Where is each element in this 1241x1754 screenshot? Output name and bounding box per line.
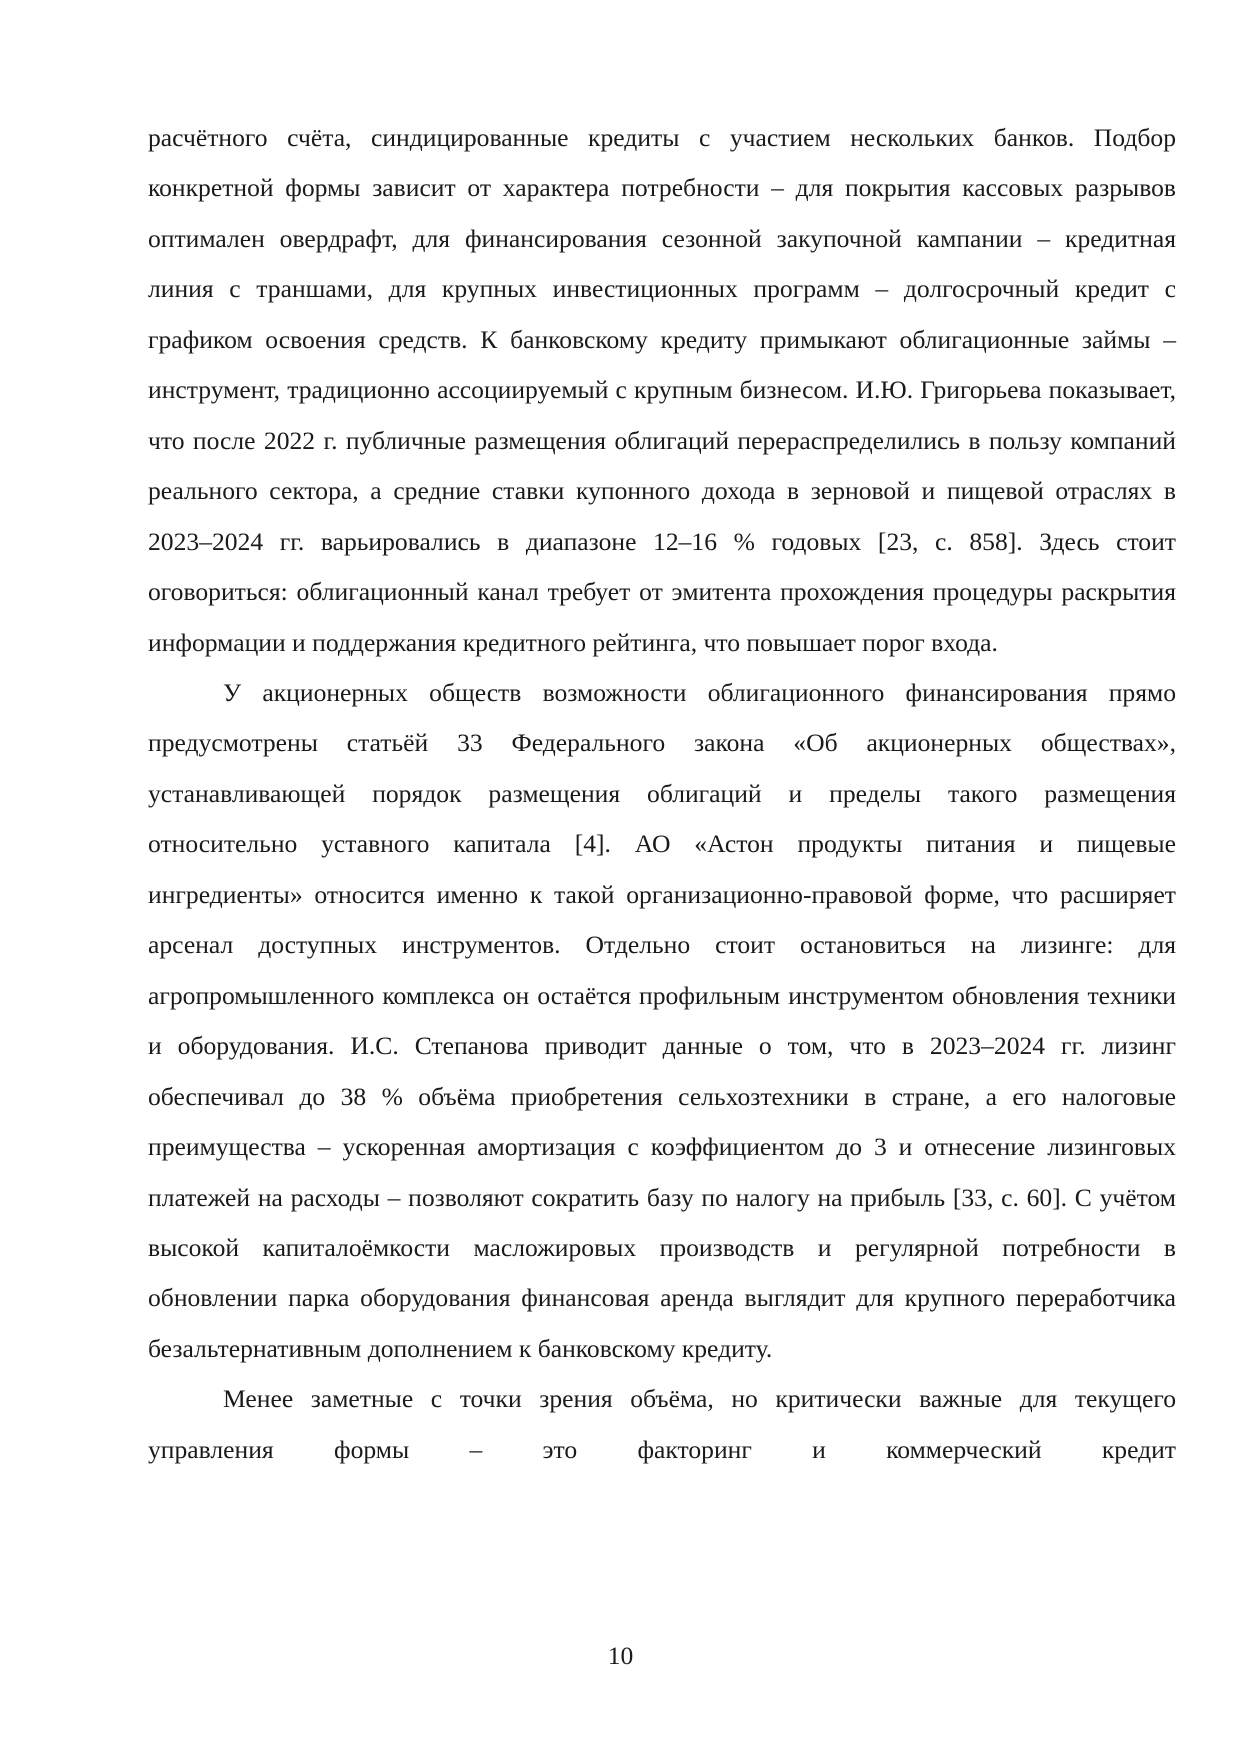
body-text	[148, 113, 1176, 1475]
paragraph-continued: расчётного счёта, синдицированные кредиты с участием нескольких банков. Подбор конкретной формы зависит от характера потребности – для покрытия кассовых разрывов оптимален овердрафт, для финансирования сезонной закупочной кампании – кредитная линия с траншами, для крупных инвестиционных программ – долгосрочный кредит с графиком освоения средств. К банковскому кредиту примыкают облигационные займы – инструмент, традиционно ассоциируемый с крупным бизнесом. И.Ю. Григорьева показывает, что после 2022 г. публичные размещения облигаций перераспределились в пользу компаний реального сектора, а средние ставки купонного дохода в зерновой и пищевой отраслях в 2023–2024 гг. варьировались в диапазоне 12–16 % годовых [23, с. 858]. Здесь стоит оговориться: облигационный канал требует от эмитента прохождения процедуры раскрытия информации и поддержания кредитного рейтинга, что повышает порог входа.	[148, 123, 1176, 657]
paragraph-joint-stock-companies: У акционерных обществ возможности облигационного финансирования прямо предусмотрены статьёй 33 Федерального закона «Об акционерных обществах», устанавливающей порядок размещения облигаций и пределы такого размещения относительно уставного капитала [4]. АО «Астон продукты питания и пищевые ингредиенты» относится именно к такой организационно-правовой форме, что расширяет арсенал доступных инструментов. Отдельно стоит остановиться на лизинге: для агропромышленного комплекса он остаётся профильным инструментом обновления техники и оборудования. И.С. Степанова приводит данные о том, что в 2023–2024 гг. лизинг обеспечивал до 38 % объёма приобретения сельхозтехники в стране, а его налоговые преимущества – ускоренная амортизация с коэффициентом до 3 и отнесение лизинговых платежей на расходы – позволяют сократить базу по налогу на прибыль [33, с. 60]. С учётом высокой капиталоёмкости масложировых производств и регулярной потребности в обновлении парка оборудования финансовая аренда выглядит для крупного переработчика безальтернативным дополнением к банковскому кредиту.	[148, 677, 1176, 1363]
page-number: 10	[607, 1641, 634, 1670]
paragraph-factoring: Менее заметные с точки зрения объёма, но критически важные для текущего управления формы – это факторинг и коммерческий кредит	[148, 1384, 1176, 1464]
